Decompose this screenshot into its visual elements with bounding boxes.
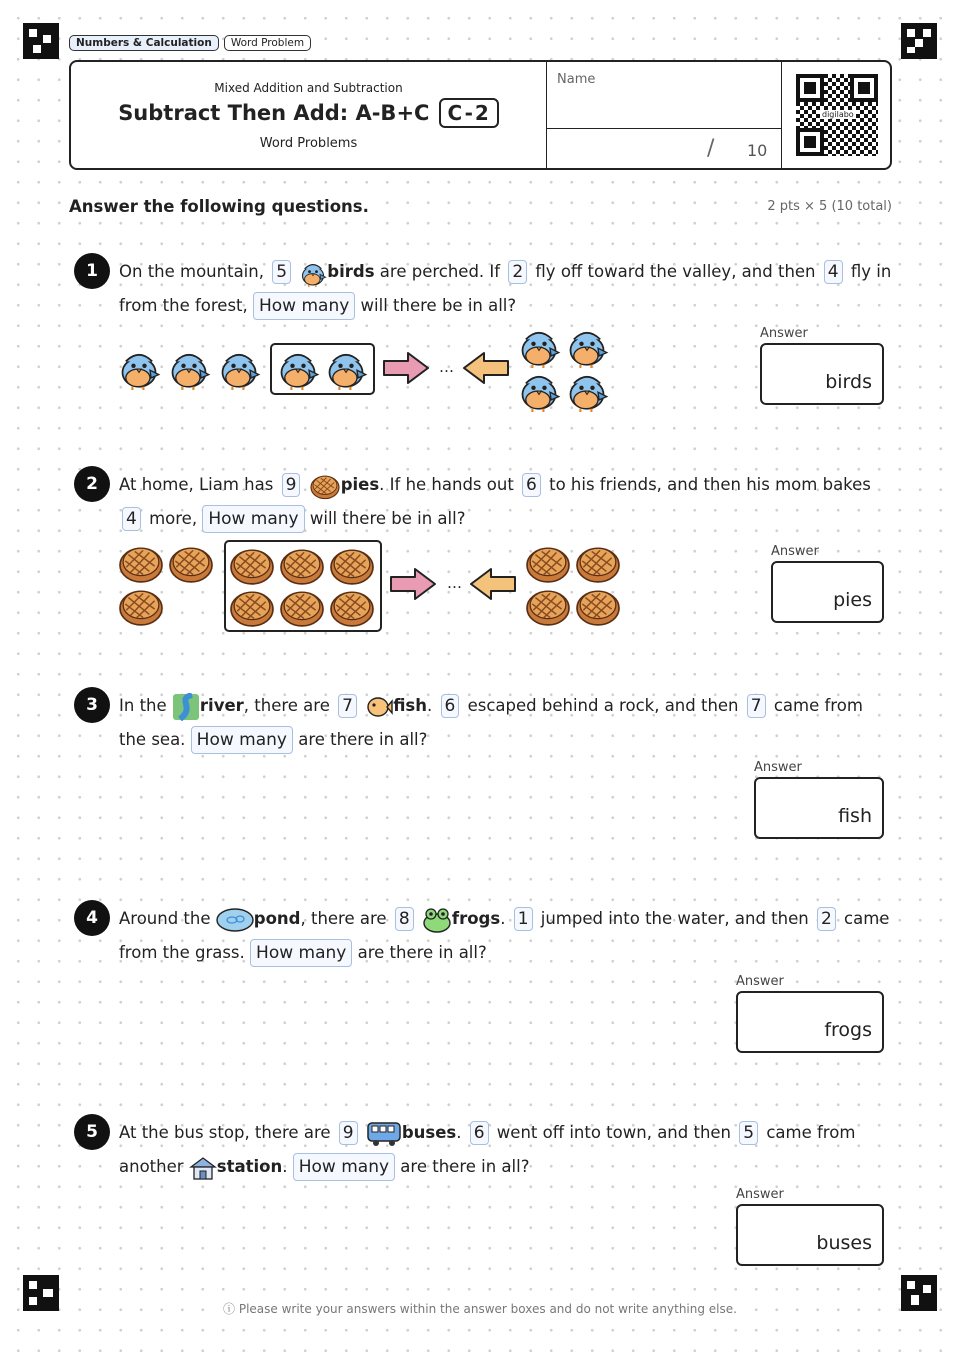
question-number: 2 [74, 466, 110, 502]
answer-box[interactable] [736, 991, 884, 1053]
question-text: At the bus stop, there are 9 buses. 6 went off into town, and then 5 came from another station. How many are there in all? [119, 1116, 894, 1184]
pie-icon [328, 586, 376, 628]
answer-box[interactable] [754, 777, 884, 839]
answer-box[interactable] [736, 1204, 884, 1266]
bird-icon [565, 368, 609, 412]
bird-icon [167, 346, 211, 390]
pie-icon [574, 542, 622, 584]
bird-icon [517, 368, 561, 412]
pie-icon [574, 585, 622, 627]
number-c: 4 [824, 260, 843, 284]
question-illustration: … [117, 540, 627, 635]
header-code: C-2 [439, 98, 498, 128]
bird-icon [324, 346, 368, 390]
pie-icon [117, 542, 165, 584]
number-b: 6 [470, 1121, 489, 1145]
answer-label: Answer [736, 974, 784, 989]
header-title: Subtract Then Add: A-B+C [118, 101, 430, 125]
header-subtitle: Mixed Addition and Subtraction [214, 81, 403, 95]
answer-label: Answer [754, 760, 802, 775]
how-many-label: How many [202, 505, 304, 533]
tag-type: Word Problem [224, 35, 311, 51]
bird-icon [276, 346, 320, 390]
question-number: 3 [74, 687, 110, 723]
number-a: 9 [339, 1121, 358, 1145]
river-icon [172, 693, 200, 721]
number-b: 2 [508, 260, 527, 284]
number-b: 1 [514, 907, 533, 931]
pie-icon [167, 542, 215, 584]
removed-group-frame [270, 343, 375, 395]
tag-list [69, 35, 311, 51]
number-a: 7 [338, 694, 357, 718]
answer-box[interactable] [760, 343, 884, 405]
header-kind: Word Problems [259, 136, 358, 151]
pie-icon [278, 586, 326, 628]
pie-icon [278, 544, 326, 586]
pie-icon [328, 544, 376, 586]
bird-icon [565, 324, 609, 368]
answer-label: Answer [771, 544, 819, 559]
how-many-label: How many [191, 726, 293, 754]
number-b: 6 [522, 473, 541, 497]
question-text: At home, Liam has 9 pies. If he hands out 6 to his friends, and then his mom bakes 4 more, How many will there be in all? [119, 468, 894, 536]
pie-icon [524, 542, 572, 584]
arrow-right-icon [382, 351, 430, 385]
frog-icon [422, 907, 452, 933]
instructions: Answer the following questions. [69, 197, 373, 216]
footer-note: ⓘ Please write your answers within the answer boxes and do not write anything else. [0, 1300, 960, 1317]
arrow-left-icon [462, 351, 510, 385]
question-illustration: … [117, 340, 617, 415]
points-info: 2 pts × 5 (10 total) [767, 199, 892, 214]
question-number: 4 [74, 900, 110, 936]
corner-marker-top-left [23, 23, 59, 59]
tag-category: Numbers & Calculation [69, 35, 219, 51]
pie-icon [228, 586, 276, 628]
answer-label: Answer [736, 1187, 784, 1202]
answer-unit: buses [816, 1232, 872, 1254]
qr-brand: digilabo [822, 110, 854, 119]
number-c: 4 [122, 507, 141, 531]
arrow-right-icon [389, 567, 437, 601]
question-text: Around the pond, there are 8 frogs. 1 jumped into the water, and then 2 came from the grass. How many are there in all? [119, 902, 894, 970]
bus-icon [366, 1120, 402, 1148]
fish-icon [365, 694, 393, 720]
question-number: 5 [74, 1114, 110, 1150]
pie-icon [309, 472, 341, 500]
number-c: 7 [747, 694, 766, 718]
number-a: 8 [395, 907, 414, 931]
name-label: Name [557, 72, 596, 87]
header-title-area [71, 62, 546, 168]
answer-unit: pies [833, 589, 872, 611]
answer-unit: birds [825, 371, 872, 393]
bird-icon [217, 346, 261, 390]
number-c: 2 [817, 907, 836, 931]
station-icon [189, 1155, 217, 1181]
bird-icon [117, 346, 161, 390]
how-many-label: How many [253, 292, 355, 320]
answer-unit: fish [838, 805, 872, 827]
pie-icon [524, 585, 572, 627]
score-total: 10 [747, 141, 768, 160]
question-text: On the mountain, 5 birds are perched. If 2 fly off toward the valley, and then 4 fly in from the forest, How many will there be in all? [119, 255, 894, 323]
how-many-label: How many [250, 939, 352, 967]
number-b: 6 [441, 694, 460, 718]
qr-code-icon [796, 74, 878, 156]
question-number: 1 [74, 253, 110, 289]
answer-unit: frogs [824, 1019, 872, 1041]
arrow-left-icon [469, 567, 517, 601]
worksheet-header [69, 60, 892, 170]
bird-icon [299, 259, 327, 287]
score-slash: / [707, 136, 715, 161]
pie-icon [117, 585, 165, 627]
number-a: 5 [272, 260, 291, 284]
question-text: In the river, there are 7 fish. 6 escaped behind a rock, and then 7 came from the sea. How many are there in all? [119, 689, 894, 757]
pie-icon [228, 544, 276, 586]
bird-icon [517, 324, 561, 368]
corner-marker-top-right [901, 23, 937, 59]
answer-box[interactable] [771, 561, 884, 623]
how-many-label: How many [293, 1153, 395, 1181]
name-field[interactable] [546, 62, 782, 168]
number-c: 5 [739, 1121, 758, 1145]
removed-group-frame [224, 540, 382, 632]
pond-icon [216, 907, 254, 933]
number-a: 9 [282, 473, 301, 497]
answer-label: Answer [760, 326, 808, 341]
